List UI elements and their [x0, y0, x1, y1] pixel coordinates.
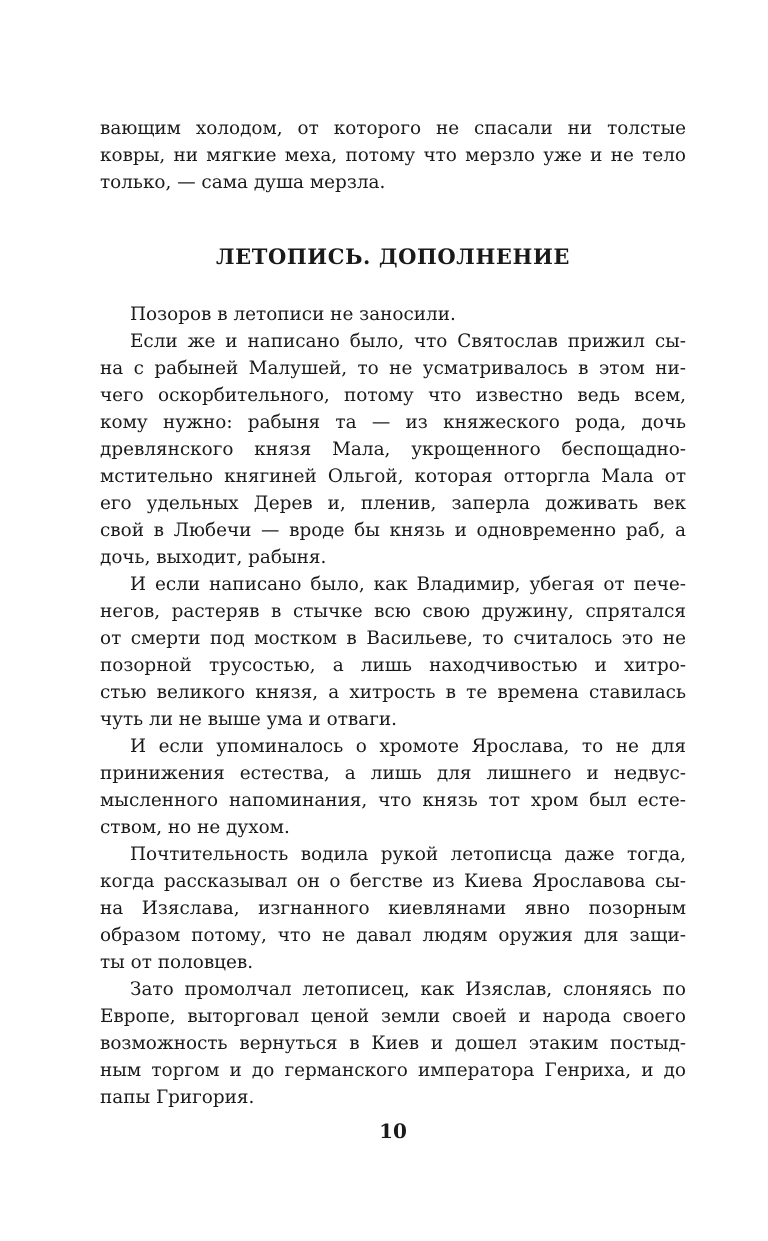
text-line: образом потому, что не давал людям оружия для защи- [100, 925, 686, 946]
text-line: позорной трусостью, а лишь находчивостью и хитро- [100, 655, 686, 676]
text-line: чуть ли не выше ума и отваги. [100, 709, 397, 730]
text-line: мстительно княгиней Ольгой, которая отторгла Мала от [100, 466, 686, 487]
text-line: папы Григория. [100, 1087, 255, 1108]
text-line: на Изяслава, изгнанного киевлянами явно позорным [100, 898, 686, 919]
text-line: только, — сама душа мерзла. [100, 172, 386, 193]
text-line: его удельных Дерев и, пленив, заперла доживать век [100, 493, 686, 514]
text-line: ковры, ни мягкие меха, потому что мерзло уже и не тело [100, 145, 686, 166]
text-line: Позоров в летописи не заносили. [130, 304, 456, 325]
text-line: свой в Любечи — вроде бы князь и одновременно раб, а [100, 520, 686, 541]
text-line: стью великого князя, а хитрость в те времена ставилась [100, 682, 686, 703]
text-line: Европе, выторговал ценой земли своей и народа своего [100, 1006, 686, 1027]
text-line: когда рассказывал он о бегстве из Киева Ярославова сы- [100, 871, 686, 892]
page-number: 10 [379, 1119, 407, 1143]
text-line: Почтительность водила рукой летописца даже тогда, [130, 844, 686, 865]
text-line: дочь, выходит, рабыня. [100, 547, 327, 568]
book-page [100, 0, 686, 1241]
section-heading: ЛЕТОПИСЬ. ДОПОЛНЕНИЕ [215, 244, 571, 269]
text-line: ством, но не духом. [100, 817, 290, 838]
text-line: И если написано было, как Владимир, убегая от пече- [130, 574, 686, 595]
text-line: чего оскорбительного, потому что известно ведь всем, [100, 385, 686, 406]
text-line: ты от половцев. [100, 952, 254, 973]
text-line: мысленного напоминания, что князь тот хром был есте- [100, 790, 686, 811]
text-line: И если упоминалось о хромоте Ярослава, то не для [130, 736, 686, 757]
text-line: ным торгом и до германского императора Генриха, и до [100, 1060, 686, 1081]
text-line: на с рабыней Малушей, то не усматривалось в этом ни- [100, 358, 686, 379]
text-line: Зато промолчал летописец, как Изяслав, слоняясь по [130, 979, 686, 1000]
text-line: от смерти под мостком в Васильеве, то считалось это не [100, 628, 686, 649]
text-line: Если же и написано было, что Святослав прижил сы- [130, 331, 686, 352]
text-line: древлянского князя Мала, укрощенного беспощадно- [100, 439, 686, 460]
text-line: негов, растеряв в стычке всю свою дружину, спрятался [100, 601, 686, 622]
text-line: вающим холодом, от которого не спасали ни толстые [100, 118, 686, 139]
text-line: кому нужно: рабыня та — из княжеского рода, дочь [100, 412, 686, 433]
text-line: возможность вернуться в Киев и дошел этаким постыд- [100, 1033, 686, 1054]
text-line: принижения естества, а лишь для лишнего и недвус- [100, 763, 686, 784]
